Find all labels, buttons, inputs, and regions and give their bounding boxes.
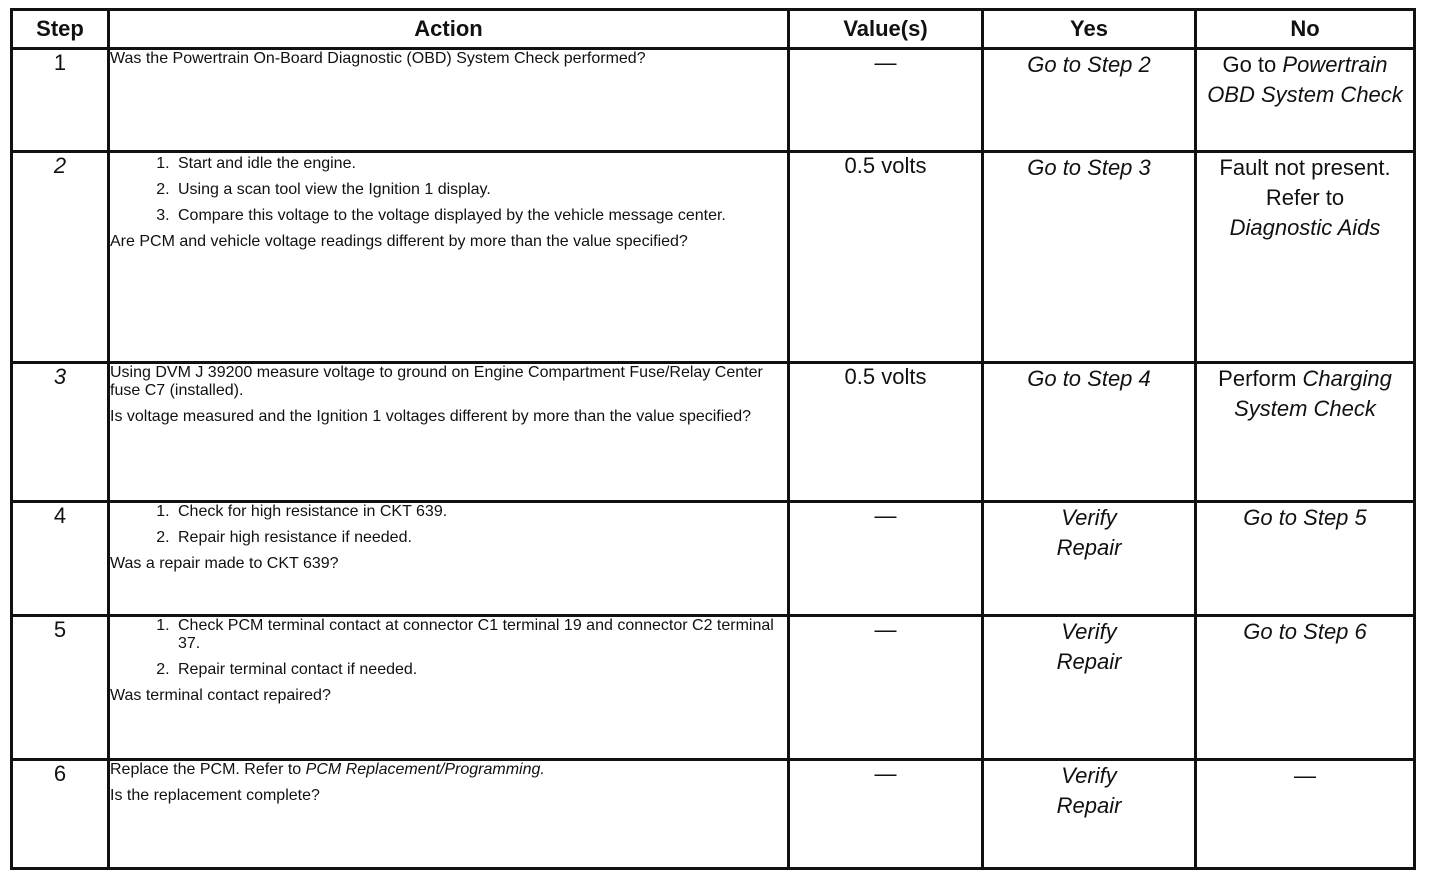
yes-cell — [983, 502, 1196, 616]
action-item: 2. Repair terminal contact if needed. — [174, 661, 787, 679]
table-row — [12, 502, 1415, 616]
value-cell: — — [789, 616, 983, 760]
yes-link[interactable]: Verify Repair — [1056, 619, 1122, 674]
action-cell — [109, 363, 789, 502]
action-cell — [109, 502, 789, 616]
value-cell: — — [789, 49, 983, 152]
no-text: Fault not present. — [1219, 155, 1391, 180]
value-cell: — — [789, 502, 983, 616]
action-cell — [109, 152, 789, 363]
yes-link[interactable]: Verify Repair — [1056, 763, 1122, 818]
yes-cell — [983, 760, 1196, 869]
action-cell — [109, 760, 789, 869]
no-cell — [1196, 502, 1415, 616]
action-list — [110, 155, 787, 225]
header-values: Value(s) — [789, 10, 983, 49]
header-step: Step — [12, 10, 109, 49]
yes-cell — [983, 152, 1196, 363]
action-question: Was terminal contact repaired? — [110, 687, 331, 704]
no-cell — [1196, 49, 1415, 152]
action-cell — [109, 49, 789, 152]
no-link[interactable]: Go to Step 6 — [1243, 619, 1367, 644]
table-row — [12, 49, 1415, 152]
no-link[interactable]: Charging System Check — [1234, 366, 1392, 421]
yes-link[interactable]: Go to Step 4 — [1027, 366, 1151, 391]
yes-cell — [983, 616, 1196, 760]
value-cell: 0.5 volts — [789, 363, 983, 502]
action-item: 2. Repair high resistance if needed. — [174, 529, 787, 547]
no-cell — [1196, 616, 1415, 760]
table-row — [12, 152, 1415, 363]
no-link[interactable]: Powertrain OBD System Check — [1207, 52, 1403, 107]
action-list — [110, 617, 787, 679]
step-number: 6 — [12, 760, 109, 869]
action-question: Are PCM and vehicle voltage readings different by more than the value specified? — [110, 233, 688, 250]
action-text: Was the Powertrain On-Board Diagnostic (OBD) System Check performed? — [110, 50, 646, 67]
header-row — [12, 10, 1415, 49]
header-yes: Yes — [983, 10, 1196, 49]
action-item: 1. Check PCM terminal contact at connector C1 terminal 19 and connector C2 terminal 37. — [174, 617, 787, 653]
header-action: Action — [109, 10, 789, 49]
action-prefix: Replace the PCM. Refer to — [110, 761, 302, 778]
step-number: 4 — [12, 502, 109, 616]
header-no: No — [1196, 10, 1415, 49]
step-number: 1 — [12, 49, 109, 152]
diagnostic-table — [10, 8, 1416, 870]
yes-cell — [983, 363, 1196, 502]
action-text — [110, 761, 787, 779]
no-prefix: Perform — [1218, 366, 1297, 391]
action-link[interactable]: PCM Replacement/Programming. — [305, 761, 545, 778]
yes-link[interactable]: Verify Repair — [1056, 505, 1122, 560]
no-cell — [1196, 152, 1415, 363]
yes-link[interactable]: Go to Step 3 — [1027, 155, 1151, 180]
action-item: 1. Check for high resistance in CKT 639. — [174, 503, 787, 521]
value-cell: — — [789, 760, 983, 869]
no-prefix: Go to — [1222, 52, 1277, 77]
no-link[interactable]: Diagnostic Aids — [1229, 215, 1381, 240]
no-cell: — — [1196, 760, 1415, 869]
step-number: 3 — [12, 363, 109, 502]
yes-cell — [983, 49, 1196, 152]
no-link[interactable]: Go to Step 5 — [1243, 505, 1367, 530]
action-item: 3. Compare this voltage to the voltage displayed by the vehicle message center. — [174, 207, 787, 225]
step-number: 2 — [12, 152, 109, 363]
no-refer: Refer to — [1265, 185, 1345, 210]
action-text: Using DVM J 39200 measure voltage to ground on Engine Compartment Fuse/Relay Center fuse C7 (installed). — [110, 364, 763, 399]
action-list — [110, 503, 787, 547]
table-row — [12, 616, 1415, 760]
action-item: 2. Using a scan tool view the Ignition 1 display. — [174, 181, 787, 199]
action-question: Is voltage measured and the Ignition 1 voltages different by more than the value specified? — [110, 408, 751, 425]
action-question: Was a repair made to CKT 639? — [110, 555, 339, 572]
value-cell: 0.5 volts — [789, 152, 983, 363]
no-cell — [1196, 363, 1415, 502]
action-item: 1. Start and idle the engine. — [174, 155, 787, 173]
yes-link[interactable]: Go to Step 2 — [1027, 52, 1151, 77]
action-cell — [109, 616, 789, 760]
table-row — [12, 363, 1415, 502]
step-number: 5 — [12, 616, 109, 760]
action-question: Is the replacement complete? — [110, 787, 320, 804]
table-row — [12, 760, 1415, 869]
